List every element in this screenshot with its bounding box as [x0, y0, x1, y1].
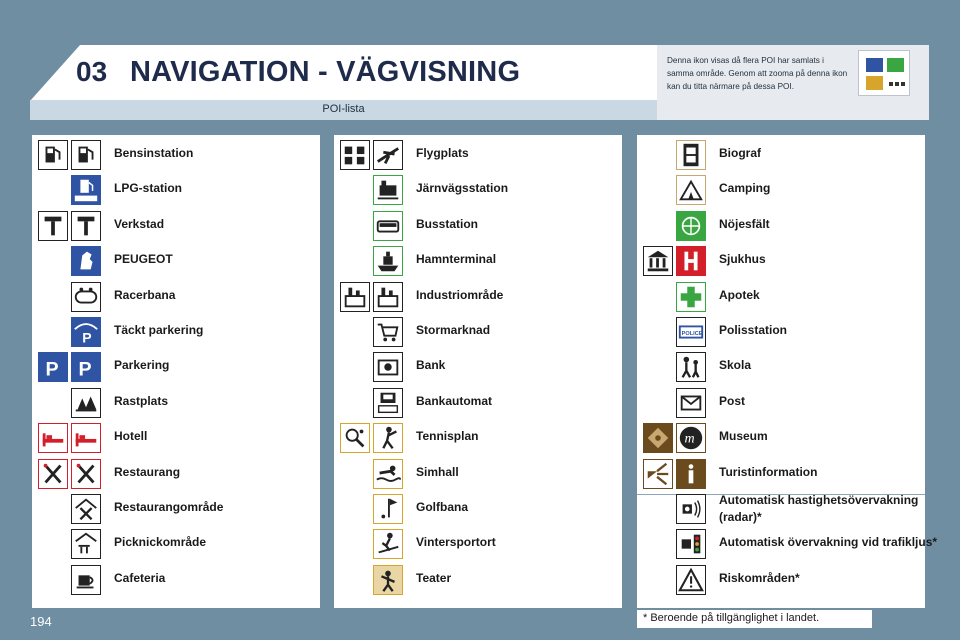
film-icon: [676, 140, 706, 170]
bus-icon: [373, 211, 403, 241]
poi-row-0-8: [32, 420, 320, 455]
poi-row-0-9: [32, 456, 320, 491]
hammer-icon: [38, 211, 68, 241]
poi-label: Flygplats: [416, 146, 469, 160]
poi-row-1-10: [334, 491, 622, 526]
poi-label: Restaurangområde: [114, 500, 224, 514]
poi-label: Simhall: [416, 464, 459, 479]
poi-row-0-11: [32, 526, 320, 561]
cluster-note-text: Denna ikon visas då flera POI har samlats i samma område. Genom att zooma på denna ikon kan du titta närmare på dessa POI.: [667, 56, 848, 91]
svg-text:P: P: [78, 358, 92, 381]
hammer-icon: [71, 211, 101, 241]
poi-row-0-0: [32, 137, 320, 172]
poi-row-0-5: [32, 314, 320, 349]
fuel-pump-icon: [38, 140, 68, 170]
traffic-light-camera-icon: [676, 529, 706, 559]
tennis-icon: [340, 423, 370, 453]
golf-icon: [373, 494, 403, 524]
poi-label: Rastplats: [114, 393, 169, 408]
poi-row-0-7: [32, 385, 320, 420]
museum-m-icon: [676, 423, 706, 453]
hospital-building-icon: [643, 246, 673, 276]
tennis-player-icon: [373, 423, 403, 453]
poi-row-2-4: [637, 279, 925, 314]
peugeot-lion-icon: [71, 246, 101, 276]
poi-label: Apotek: [719, 287, 760, 302]
coffee-cup-icon: [71, 565, 101, 595]
poi-label: Hamnterminal: [416, 252, 497, 267]
svg-text:POLICE: POLICE: [681, 330, 703, 337]
page-number: 194: [30, 614, 52, 629]
school-children-icon: [676, 352, 706, 382]
poi-row-1-12: [334, 562, 622, 597]
airplane-icon: [373, 140, 403, 170]
factory-icon: [340, 282, 370, 312]
airport-icon: [340, 140, 370, 170]
poi-label: Tennisplan: [416, 429, 479, 444]
poi-row-0-2: [32, 208, 320, 243]
restaurant-area-icon: [71, 494, 101, 524]
rest-area-icon: [71, 388, 101, 418]
poi-label: Teater: [416, 570, 452, 585]
poi-cluster-icon: [858, 50, 910, 96]
poi-row-1-0: [334, 137, 622, 172]
poi-label: Bankautomat: [416, 393, 493, 408]
poi-label: Järnvägsstation: [416, 181, 509, 196]
poi-row-2-0: [637, 137, 925, 172]
ferry-icon: [373, 246, 403, 276]
swimmer-icon: [373, 459, 403, 489]
poi-label: Hotell: [114, 429, 148, 444]
cutlery-icon: [71, 459, 101, 489]
chapter-number: 03: [76, 56, 108, 87]
poi-label: Nöjesfält: [719, 216, 770, 231]
poi-row-1-6: [334, 349, 622, 384]
speed-camera-icon: [676, 494, 706, 524]
poi-column-3: [637, 135, 938, 608]
poi-label: Sjukhus: [719, 252, 766, 267]
poi-label: Post: [719, 393, 746, 408]
poi-label: Skola: [719, 358, 752, 373]
subtitle-bar: [30, 100, 657, 120]
poi-row-2-6: [637, 349, 925, 384]
poi-row-0-10: [32, 491, 320, 526]
theater-icon: [373, 565, 403, 595]
poi-label: Racerbana: [114, 287, 176, 302]
poi-row-1-4: [334, 279, 622, 314]
poi-label: PEUGEOT: [114, 252, 173, 267]
poi-row-1-1: [334, 172, 622, 207]
factory-icon: [373, 282, 403, 312]
bank-icon: [373, 352, 403, 382]
poi-row-0-12: [32, 562, 320, 597]
poi-label: Busstation: [416, 216, 479, 231]
section-subtitle: POI-lista: [322, 103, 365, 115]
hospital-h-icon: [676, 246, 706, 276]
atm-icon: [373, 388, 403, 418]
poi-label: Stormarknad: [416, 323, 491, 337]
lpg-pump-icon: [71, 175, 101, 205]
poi-label: Museum: [719, 429, 768, 444]
fuel-pump-icon: [71, 140, 101, 170]
poi-label: Riskområden*: [719, 570, 800, 585]
footnote-box: [637, 610, 872, 628]
picnic-icon: [71, 529, 101, 559]
poi-row-2-9: [637, 456, 925, 491]
footnote-text: * Beroende på tillgänglighet i landet.: [643, 612, 820, 624]
poi-label: Picknickområde: [114, 535, 207, 550]
poi-label: Automatisk hastighetsövervakning (radar)*: [719, 493, 919, 524]
poi-label: Camping: [719, 181, 771, 196]
poi-row-2-1: [637, 172, 925, 207]
warning-triangle-icon: [676, 565, 706, 595]
poi-row-1-8: [334, 420, 622, 455]
amusement-park-icon: [676, 211, 706, 241]
poi-row-2-7: [637, 385, 925, 420]
poi-row-1-11: [334, 526, 622, 561]
parking-icon: [38, 352, 68, 382]
poi-label: Verkstad: [114, 216, 165, 231]
skier-icon: [373, 529, 403, 559]
bed-icon: [71, 423, 101, 453]
poi-row-0-4: [32, 279, 320, 314]
poi-label: Industriområde: [416, 287, 504, 302]
bed-icon: [38, 423, 68, 453]
poi-row-2-11: [637, 526, 938, 561]
covered-parking-icon: [71, 317, 101, 347]
poi-row-1-2: [334, 208, 622, 243]
poi-row-2-12: [637, 562, 925, 597]
poi-row-2-3: [637, 243, 925, 278]
poi-row-1-5: [334, 314, 622, 349]
svg-text:m: m: [684, 431, 695, 447]
parking-icon: [71, 352, 101, 382]
cutlery-icon: [38, 459, 68, 489]
museum-icon: [643, 423, 673, 453]
poi-label: Turistinformation: [719, 464, 818, 479]
poi-label: Bensinstation: [114, 146, 194, 160]
train-icon: [373, 175, 403, 205]
poi-row-2-10: [637, 491, 925, 526]
poi-row-1-7: [334, 385, 622, 420]
cluster-note-box: [657, 45, 929, 120]
poi-label: Bank: [416, 358, 446, 373]
poi-row-2-2: [637, 208, 925, 243]
poi-row-0-1: [32, 172, 320, 207]
poi-label: Automatisk övervakning vid trafikljus*: [719, 535, 938, 550]
poi-label: Täckt parkering: [114, 323, 204, 337]
police-icon: [676, 317, 706, 347]
poi-row-0-6: [32, 349, 320, 384]
poi-label: Golfbana: [416, 500, 469, 514]
shopping-cart-icon: [373, 317, 403, 347]
poi-label: Biograf: [719, 146, 761, 160]
poi-row-0-3: [32, 243, 320, 278]
chapter-title: NAVIGATION - VÄGVISNING: [130, 56, 521, 88]
svg-text:P: P: [45, 358, 59, 381]
poi-column-2: [334, 135, 622, 608]
envelope-icon: [676, 388, 706, 418]
poi-row-2-5: [637, 314, 925, 349]
poi-label: Parkering: [114, 358, 170, 373]
info-icon: [676, 459, 706, 489]
race-track-icon: [71, 282, 101, 312]
poi-row-2-8: [637, 420, 925, 455]
svg-text:P: P: [82, 329, 92, 346]
tent-icon: [676, 175, 706, 205]
poi-row-1-3: [334, 243, 622, 278]
poi-label: LPG-station: [114, 181, 182, 196]
poi-row-1-9: [334, 456, 622, 491]
pharmacy-cross-icon: [676, 282, 706, 312]
poi-label: Polisstation: [719, 323, 788, 337]
tourist-sight-icon: [643, 459, 673, 489]
poi-column-1: [32, 135, 320, 608]
poi-label: Vintersportort: [416, 535, 496, 550]
poi-label: Restaurang: [114, 464, 181, 479]
poi-label: Cafeteria: [114, 570, 166, 585]
